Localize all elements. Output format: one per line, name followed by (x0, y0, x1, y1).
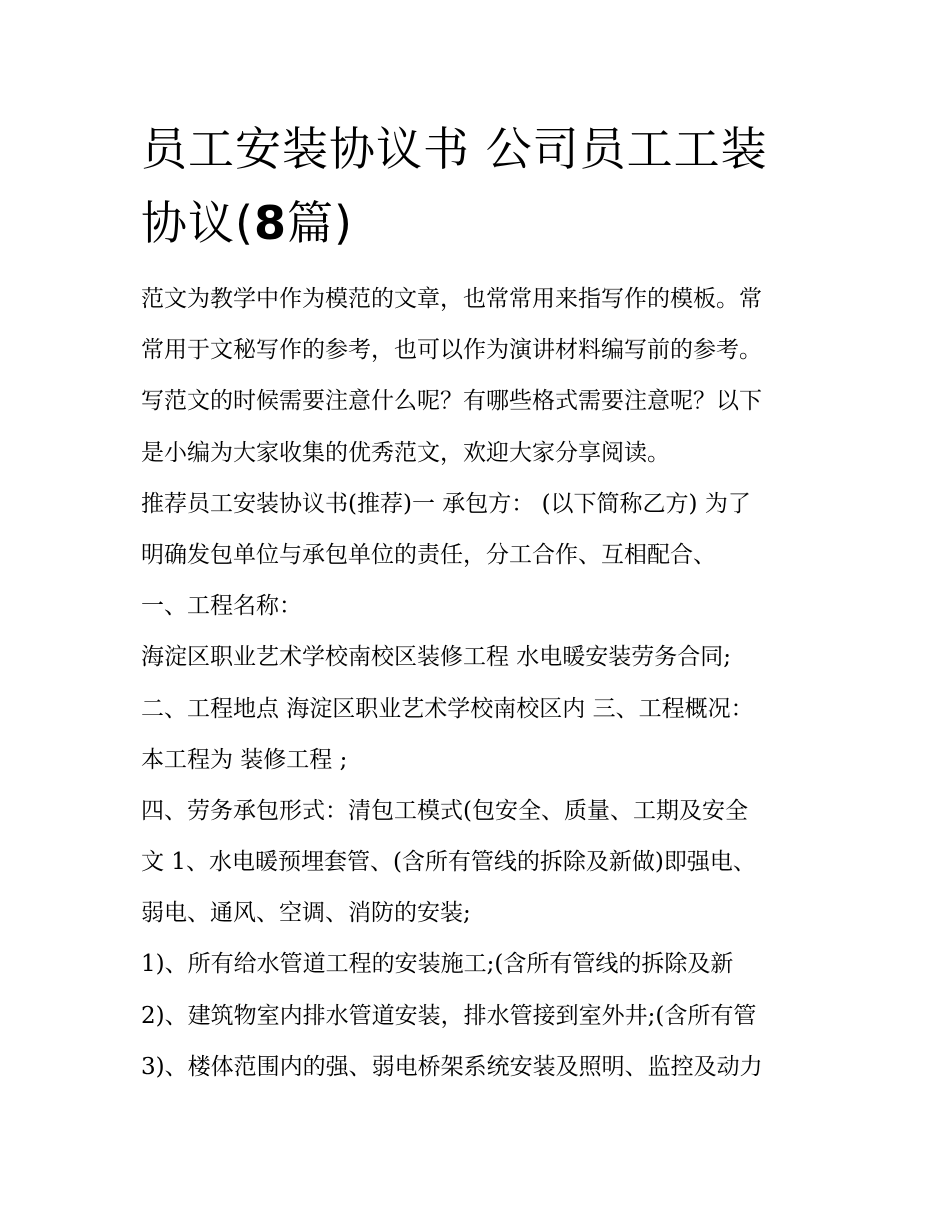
body-line: 四、劳务承包形式：清包工模式(包安全、质量、工期及安全 (141, 797, 748, 824)
body-line: 常用于文秘写作的参考，也可以作为演讲材料编写前的参考。 (141, 337, 762, 364)
body-line: 1)、所有给水管道工程的安装施工;(含所有管线的拆除及新 (141, 951, 734, 978)
body-line: 推荐员工安装协议书(推荐)一 承包方： (以下简称乙方) 为了 (141, 490, 751, 517)
title-line-1: 员工安装协议书 公司员工工装 (141, 122, 768, 176)
body-line: 写范文的时候需要注意什么呢？有哪些格式需要注意呢？以下 (141, 388, 762, 415)
document-title (141, 112, 841, 260)
body-line: 是小编为大家收集的优秀范文，欢迎大家分享阅读。 (141, 439, 670, 466)
body-line: 3)、楼体范围内的强、弱电桥架系统安装及照明、监控及动力 (141, 1053, 763, 1080)
body-line: 文 1、水电暖预埋套管、(含所有管线的拆除及新做)即强电、 (141, 849, 756, 876)
body-line: 明确发包单位与承包单位的责任，分工合作、互相配合、 (141, 541, 716, 568)
body-line: 范文为教学中作为模范的文章，也常常用来指写作的模板。常 (141, 286, 762, 312)
title-line-2 (141, 186, 841, 260)
body-line: 本工程为 装修工程 ; (141, 746, 348, 773)
body-line: 弱电、通风、空调、消防的安装; (141, 900, 471, 927)
body-line: 海淀区职业艺术学校南校区装修工程 水电暖安装劳务合同; (141, 644, 732, 671)
body-line: 一、工程名称： (141, 593, 302, 620)
title-line-2-text: 协议( (141, 196, 254, 250)
body-line: 2)、建筑物室内排水管道安装，排水管接到室外井;(含所有管 (141, 1002, 757, 1029)
title-line-2-end: 篇) (286, 196, 353, 250)
body-line: 二、工程地点 海淀区职业艺术学校南校区内 三、工程概况： (141, 695, 754, 722)
document-body (141, 274, 841, 1093)
title-line-2-number: 8 (253, 196, 287, 250)
